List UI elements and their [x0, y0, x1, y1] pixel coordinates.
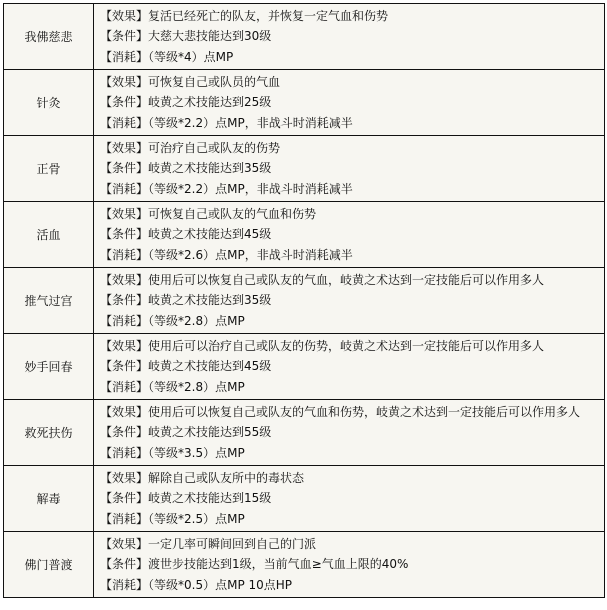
skill-table: [3, 3, 605, 598]
effect-line: [100, 270, 604, 291]
skill-name: 针灸: [4, 70, 94, 136]
condition-label: 【条件】: [100, 227, 149, 242]
condition-label: 【条件】: [100, 359, 149, 374]
effect-label: 【效果】: [100, 338, 149, 353]
skill-table-container: [3, 3, 605, 598]
condition-line: [100, 158, 604, 179]
condition-line: [100, 422, 604, 443]
table-row: [4, 70, 605, 136]
condition-line: [100, 26, 604, 47]
skill-name: 解毒: [4, 466, 94, 532]
table-row: [4, 136, 605, 202]
cost-label: 【消耗】: [100, 511, 149, 526]
skill-name: 救死扶伤: [4, 400, 94, 466]
condition-line: [100, 488, 604, 509]
cost-text: （等级*0.5）点MP 10点HP: [148, 577, 293, 592]
cost-text: （等级*4）点MP: [148, 49, 234, 64]
skill-description: [94, 400, 605, 466]
skill-name: 活血: [4, 202, 94, 268]
effect-label: 【效果】: [100, 74, 149, 89]
condition-line: [100, 224, 604, 245]
effect-text: 使用后可以恢复自己或队友的气血，岐黄之术达到一定技能后可以作用多人: [148, 272, 545, 287]
cost-text: （等级*2.2）点MP，非战斗时消耗减半: [148, 115, 353, 130]
effect-text: 使用后可以恢复自己或队友的气血和伤势，岐黄之术达到一定技能后可以作用多人: [148, 404, 581, 419]
cost-text: （等级*2.8）点MP: [148, 379, 245, 394]
effect-line: [100, 336, 604, 357]
skill-name: 推气过宫: [4, 268, 94, 334]
condition-label: 【条件】: [100, 557, 149, 572]
table-row: [4, 268, 605, 334]
effect-line: [100, 138, 604, 159]
effect-line: [100, 204, 604, 225]
cost-line: [100, 47, 604, 68]
effect-text: 可治疗自己或队友的伤势: [148, 140, 281, 155]
skill-name: 正骨: [4, 136, 94, 202]
cost-line: [100, 377, 604, 398]
effect-line: [100, 534, 604, 555]
condition-line: [100, 554, 604, 575]
condition-label: 【条件】: [100, 293, 149, 308]
condition-label: 【条件】: [100, 161, 149, 176]
condition-line: [100, 92, 604, 113]
condition-text: 大慈大悲技能达到30级: [148, 29, 272, 44]
condition-text: 岐黄之术技能达到35级: [148, 161, 272, 176]
cost-label: 【消耗】: [100, 313, 149, 328]
cost-label: 【消耗】: [100, 115, 149, 130]
cost-line: [100, 245, 604, 266]
effect-label: 【效果】: [100, 272, 149, 287]
cost-text: （等级*2.6）点MP，非战斗时消耗减半: [148, 247, 353, 262]
effect-line: [100, 468, 604, 489]
cost-label: 【消耗】: [100, 445, 149, 460]
effect-label: 【效果】: [100, 140, 149, 155]
skill-description: [94, 532, 605, 598]
condition-text: 渡世步技能达到1级，当前气血≥气血上限的40%: [148, 557, 409, 572]
condition-line: [100, 356, 604, 377]
skill-description: [94, 268, 605, 334]
effect-text: 使用后可以治疗自己或队友的伤势，岐黄之术达到一定技能后可以作用多人: [148, 338, 545, 353]
effect-label: 【效果】: [100, 404, 149, 419]
skill-description: [94, 466, 605, 532]
cost-text: （等级*2.8）点MP: [148, 313, 245, 328]
skill-description: [94, 202, 605, 268]
effect-text: 复活已经死亡的队友，并恢复一定气血和伤势: [148, 8, 389, 23]
effect-label: 【效果】: [100, 470, 149, 485]
table-row: [4, 334, 605, 400]
cost-line: [100, 179, 604, 200]
cost-label: 【消耗】: [100, 247, 149, 262]
condition-label: 【条件】: [100, 491, 149, 506]
table-row: [4, 202, 605, 268]
cost-line: [100, 443, 604, 464]
cost-text: （等级*3.5）点MP: [148, 445, 245, 460]
condition-text: 岐黄之术技能达到25级: [148, 95, 272, 110]
condition-text: 岐黄之术技能达到55级: [148, 425, 272, 440]
effect-text: 可恢复自己或队员的气血: [148, 74, 281, 89]
cost-label: 【消耗】: [100, 577, 149, 592]
effect-label: 【效果】: [100, 536, 149, 551]
cost-label: 【消耗】: [100, 181, 149, 196]
skill-description: [94, 334, 605, 400]
skill-description: [94, 136, 605, 202]
table-row: [4, 400, 605, 466]
condition-text: 岐黄之术技能达到15级: [148, 491, 272, 506]
cost-label: 【消耗】: [100, 49, 149, 64]
skill-description: [94, 70, 605, 136]
skill-name: 妙手回春: [4, 334, 94, 400]
condition-text: 岐黄之术技能达到45级: [148, 227, 272, 242]
cost-text: （等级*2.5）点MP: [148, 511, 245, 526]
condition-line: [100, 290, 604, 311]
effect-line: [100, 6, 604, 27]
cost-text: （等级*2.2）点MP，非战斗时消耗减半: [148, 181, 353, 196]
cost-label: 【消耗】: [100, 379, 149, 394]
effect-line: [100, 402, 604, 423]
skill-description: [94, 4, 605, 70]
condition-text: 岐黄之术技能达到45级: [148, 359, 272, 374]
condition-text: 岐黄之术技能达到35级: [148, 293, 272, 308]
effect-line: [100, 72, 604, 93]
effect-label: 【效果】: [100, 8, 149, 23]
table-row: [4, 466, 605, 532]
cost-line: [100, 113, 604, 134]
skill-name: 佛门普渡: [4, 532, 94, 598]
effect-text: 可恢复自己或队友的气血和伤势: [148, 206, 317, 221]
condition-label: 【条件】: [100, 425, 149, 440]
condition-label: 【条件】: [100, 95, 149, 110]
table-row: [4, 532, 605, 598]
cost-line: [100, 509, 604, 530]
table-row: [4, 4, 605, 70]
cost-line: [100, 311, 604, 332]
effect-text: 一定几率可瞬间回到自己的门派: [148, 536, 317, 551]
condition-label: 【条件】: [100, 29, 149, 44]
effect-label: 【效果】: [100, 206, 149, 221]
effect-text: 解除自己或队友所中的毒状态: [148, 470, 305, 485]
cost-line: [100, 575, 604, 596]
skill-name: 我佛慈悲: [4, 4, 94, 70]
